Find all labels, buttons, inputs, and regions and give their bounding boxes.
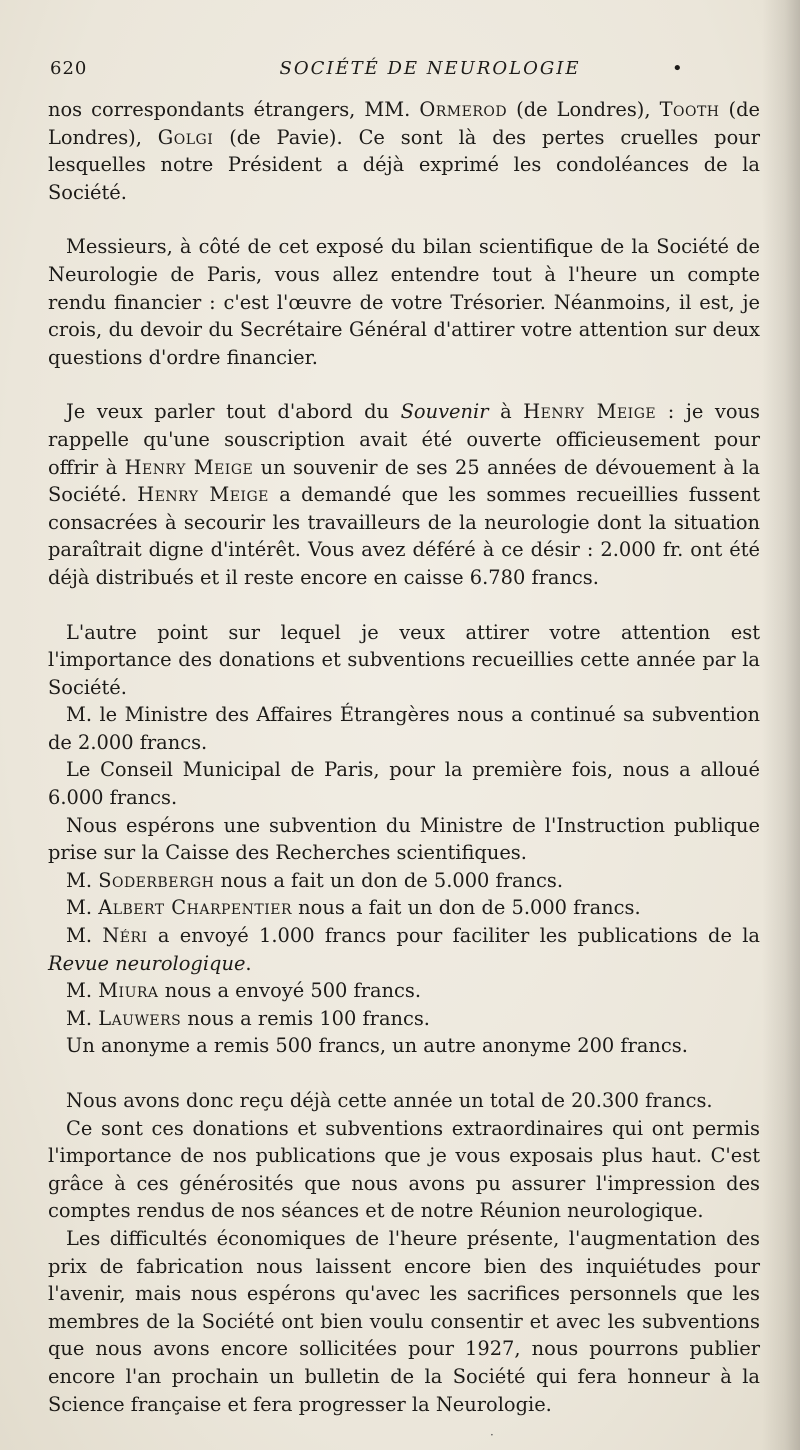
paragraph-municipal-council: Le Conseil Municipal de Paris, pour la première fois, nous a alloué 6.000 francs. — [48, 758, 760, 810]
page-edge-shadow — [762, 0, 800, 1450]
person-name: Soderbergh — [98, 868, 215, 892]
paragraph-conclusion: Les difficultés économiques de l'heure présente, l'augmentation des prix de fabrication nous laissent encore bien des inquiétudes pour l'avenir, mais nous espérons qu'avec les sacrifices personnels que les membres de la Société ont bien voulu consentir et avec les subventions que nous avons encore sollicitées pour 1927, nous pourrons publier encore l'an prochain un bulletin de la Société qui fera honneur à la Science française et fera progresser la Neurologie. — [48, 1226, 760, 1416]
paragraph-total: Nous avons donc reçu déjà cette année un total de 20.300 francs. — [66, 1089, 713, 1112]
donation-line: M. Lauwers nous a remis 100 francs. — [66, 1006, 430, 1030]
souvenir-title: Souvenir — [400, 400, 489, 424]
paragraph-souvenir: Je veux parler tout d'abord du Souvenir à Henry Meige : je vous rappelle qu'une souscription avait été ouverte officieusement pour offrir à Henry Meige un souvenir de ses 25 années de dévouement à la Société. Henry Meige a demandé que les sommes recueillies fussent consacrées à secourir les travailleurs de la neurologie dont la situation paraîtrait digne d'intérêt. Vous avez déféré à ce désir : 2.000 fr. ont été déjà distribués et il reste encore en caisse 6.780 francs. — [48, 400, 761, 589]
page-speck: · — [490, 1428, 494, 1442]
donation-line: Un anonyme a remis 500 francs, un autre anonyme 200 francs. — [66, 1034, 688, 1058]
person-name: Néri — [102, 924, 148, 948]
paragraph-donations-intro: L'autre point sur lequel je veux attirer votre attention est l'importance des donations et subventions recueillies cette année par la Société. — [48, 620, 760, 699]
paragraph-financial-intro: Messieurs, à côté de cet exposé du bilan scientifique de la Société de Neurologie de Paris, vous allez entendre tout à l'heure un compte rendu financier : c'est l'œuvre de votre Trésorier. Néanmoins, il est, je crois, du devoir du Secrétaire Général d'attirer votre attention sur deux questions d'ordre financier. — [48, 235, 760, 369]
person-name: Henry Meige — [523, 400, 657, 424]
paragraph-ministry-subsidy: M. le Ministre des Affaires Étrangères nous a continué sa subvention de 2.000 francs. — [48, 703, 760, 754]
paragraph-correspondents: nos correspondants étrangers, MM. Ormerod (de Londres), Tooth (de Londres), Golgi (de Pavie). Ce sont là des pertes cruelles pour lesquelles notre Président a déjà exprimé les condoléances de la Société. — [48, 98, 761, 204]
donation-line: M. Néri a envoyé 1.000 francs pour faciliter les publications de la Revue neurologique. — [48, 924, 760, 975]
paragraph-instruction-subsidy: Nous espérons une subvention du Ministre de l'Instruction publique prise sur la Caisse des Recherches scientifiques. — [48, 813, 760, 865]
body-text — [48, 96, 760, 1418]
header-mark: • — [672, 58, 684, 79]
running-title: SOCIÉTÉ DE NEUROLOGIE — [279, 58, 581, 79]
donation-line: M. Miura nous a envoyé 500 francs. — [66, 979, 422, 1003]
journal-title: Revue neurologique — [48, 951, 246, 975]
person-name: Tooth — [659, 98, 720, 121]
person-name: Miura — [98, 979, 159, 1003]
person-name: Golgi — [157, 125, 214, 149]
person-name: Ormerod — [419, 98, 508, 121]
page-number: 620 — [50, 58, 88, 79]
page-header — [50, 58, 770, 88]
donation-line: M. Soderbergh nous a fait un don de 5.000 francs. — [66, 868, 564, 892]
person-name: Lauwers — [98, 1006, 182, 1030]
person-name: Henry Meige — [124, 455, 254, 479]
paragraph-publications: Ce sont ces donations et subventions extraordinaires qui ont permis l'importance de nos publications que je vous exposais plus haut. C'est grâce à ces générosités que nous avons pu assurer l'impression des comptes rendus de nos séances et de notre Réunion neurologique. — [48, 1116, 760, 1223]
person-name: Albert Charpentier — [98, 896, 293, 920]
person-name: Henry Meige — [137, 483, 269, 507]
donation-line: M. Albert Charpentier nous a fait un don de 5.000 francs. — [66, 896, 641, 920]
